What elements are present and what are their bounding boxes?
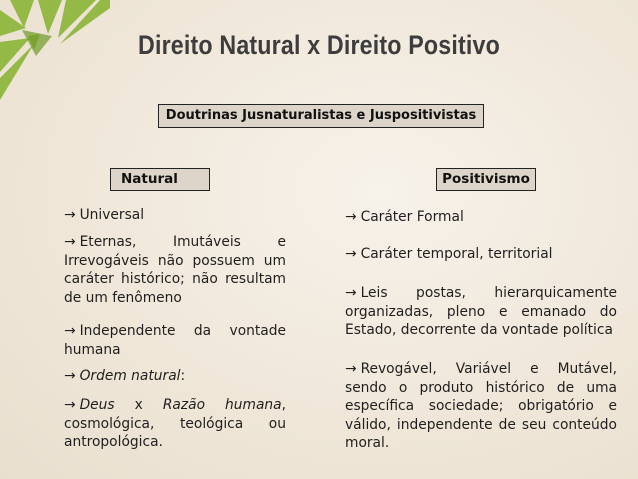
arrow-icon: → xyxy=(345,361,357,377)
natural-item-ordem: → Ordem natural: xyxy=(64,368,186,384)
positivismo-item-leis: → Leis postas, hierarquicamente organizadas, pleno e emanado do Estado, decorrente da vontade política xyxy=(345,285,617,338)
arrow-icon: → xyxy=(64,397,76,413)
page-title: Direito Natural x Direito Positivo xyxy=(138,30,500,60)
arrow-icon: → xyxy=(345,285,357,301)
natural-item-independente: → Independente da vontade humana xyxy=(64,323,286,358)
natural-item-deus: → Deus x Razão humana, cosmológica, teológica ou antropológica. xyxy=(64,397,287,450)
positivismo-item-revogavel: → Revogável, Variável e Mutável, sendo o produto histórico de uma específica sociedade; obrigatório e válido, independente de seu conteúdo moral. xyxy=(345,361,617,451)
positivismo-item-temporal: → Caráter temporal, territorial xyxy=(345,246,553,262)
natural-header: Natural xyxy=(110,168,210,191)
subtitle-box: Doutrinas Jusnaturalistas e Juspositivistas xyxy=(158,104,484,128)
positivismo-header: Positivismo xyxy=(436,168,536,191)
natural-item-eternas: → Eternas, Imutáveis e Irrevogáveis não possuem um caráter histórico; não resultam de um fenômeno xyxy=(64,234,286,306)
arrow-icon: → xyxy=(345,246,357,262)
positivismo-item-formal: → Caráter Formal xyxy=(345,209,464,225)
arrow-icon: → xyxy=(345,209,357,225)
arrow-icon: → xyxy=(64,368,76,384)
arrow-icon: → xyxy=(64,207,76,223)
natural-item-universal: → Universal xyxy=(64,207,145,223)
arrow-icon: → xyxy=(64,323,76,339)
arrow-icon: → xyxy=(64,234,76,250)
